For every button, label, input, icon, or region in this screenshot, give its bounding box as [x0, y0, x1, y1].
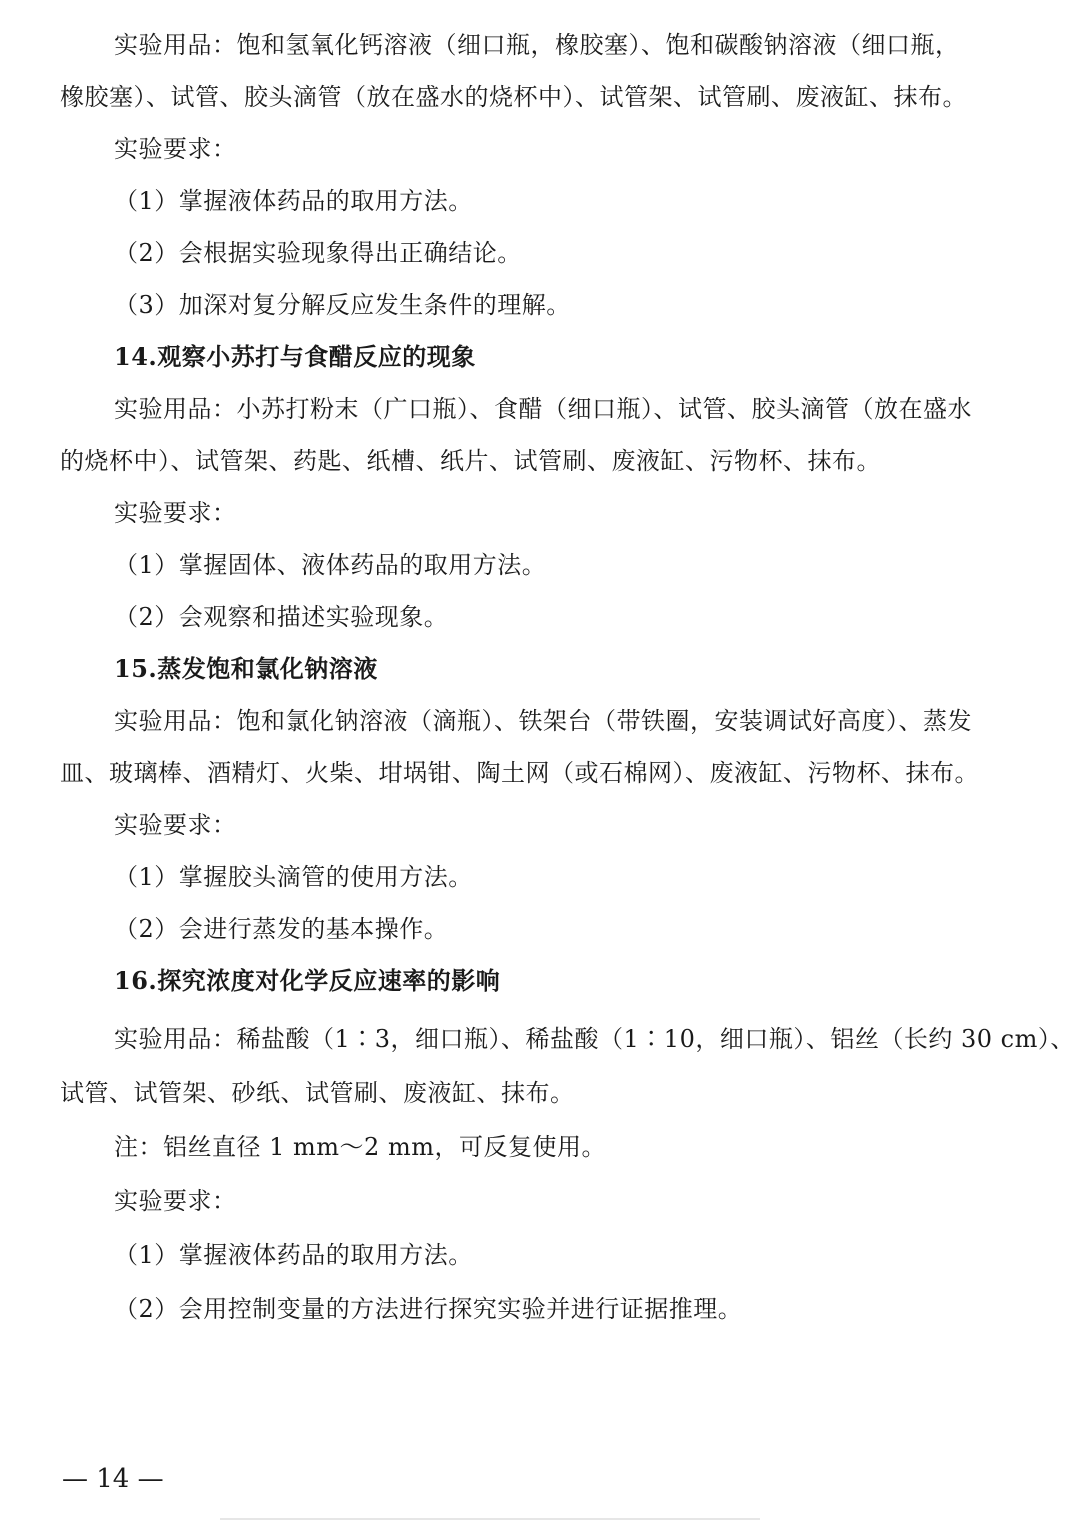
text-line: 实验用品：小苏打粉末（广口瓶）、食醋（细口瓶）、试管、胶头滴管（放在盛水 [114, 395, 972, 423]
page-edge-divider [220, 1518, 760, 1520]
text-line: 的烧杯中）、试管架、药匙、纸槽、纸片、试管刷、废液缸、污物杯、抹布。 [60, 447, 881, 475]
list-item: （1）掌握固体、液体药品的取用方法。 [114, 551, 547, 579]
text-line: 实验要求： [114, 135, 237, 163]
text-line: 实验要求： [114, 811, 237, 839]
text-line: 实验用品：饱和氢氧化钙溶液（细口瓶，橡胶塞）、饱和碳酸钠溶液（细口瓶， [114, 31, 960, 59]
text-line: 实验用品：饱和氯化钠溶液（滴瓶）、铁架台（带铁圈，安装调试好高度）、蒸发 [114, 707, 972, 735]
section-heading: 15.蒸发饱和氯化钠溶液 [114, 654, 378, 683]
list-item: （1）掌握液体药品的取用方法。 [114, 1241, 473, 1269]
note-line: 注：铝丝直径 1 mm～2 mm，可反复使用。 [114, 1133, 606, 1161]
text-line: 实验用品：稀盐酸（1∶3，细口瓶）、稀盐酸（1∶10，细口瓶）、铝丝（长约 30 cm）、 [114, 1025, 1075, 1053]
text-line: 实验要求： [114, 499, 237, 527]
page-number: — 14 — [62, 1464, 164, 1494]
section-heading: 14.观察小苏打与食醋反应的现象 [114, 342, 476, 371]
list-item: （2）会根据实验现象得出正确结论。 [114, 239, 522, 267]
list-item: （3）加深对复分解反应发生条件的理解。 [114, 291, 571, 319]
list-item: （1）掌握胶头滴管的使用方法。 [114, 863, 473, 891]
list-item: （2）会观察和描述实验现象。 [114, 603, 449, 631]
section-heading: 16.探究浓度对化学反应速率的影响 [114, 966, 501, 995]
list-item: （2）会进行蒸发的基本操作。 [114, 915, 449, 943]
text-line: 皿、玻璃棒、酒精灯、火柴、坩埚钳、陶土网（或石棉网）、废液缸、污物杯、抹布。 [60, 759, 979, 787]
text-line: 试管、试管架、砂纸、试管刷、废液缸、抹布。 [60, 1079, 575, 1107]
text-line: 实验要求： [114, 1187, 237, 1215]
text-line: 橡胶塞）、试管、胶头滴管（放在盛水的烧杯中）、试管架、试管刷、废液缸、抹布。 [60, 83, 967, 111]
list-item: （1）掌握液体药品的取用方法。 [114, 187, 473, 215]
list-item: （2）会用控制变量的方法进行探究实验并进行证据推理。 [114, 1295, 743, 1323]
